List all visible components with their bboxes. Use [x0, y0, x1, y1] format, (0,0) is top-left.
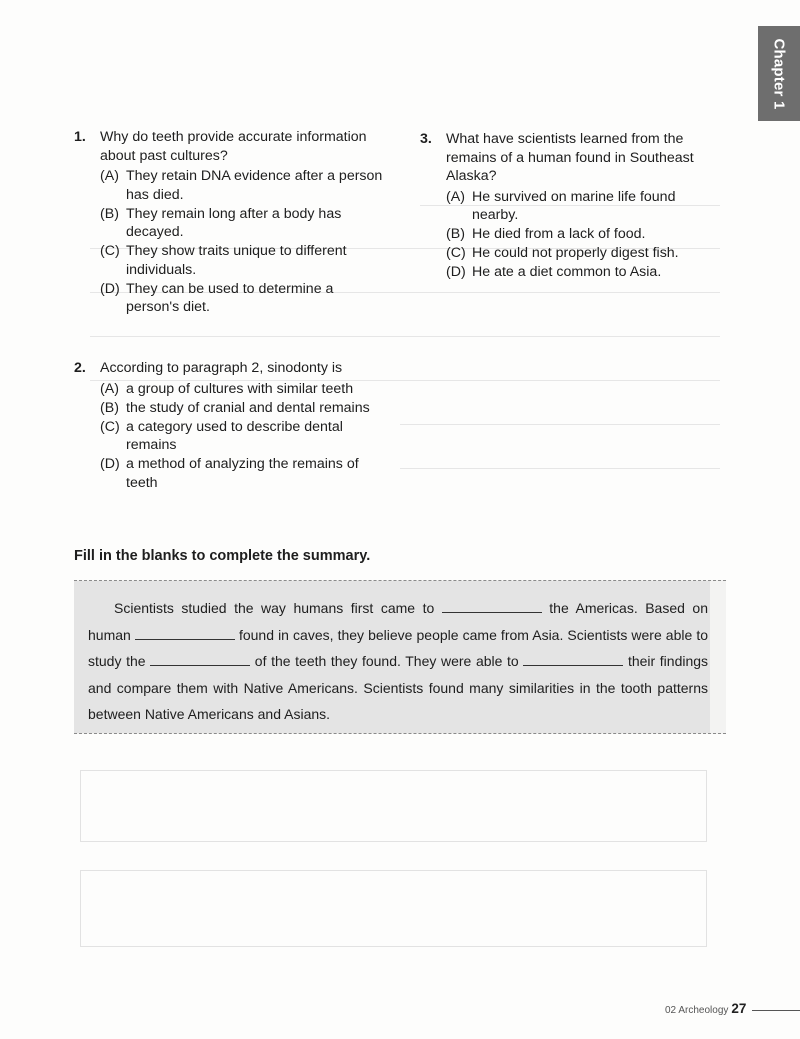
page-footer — [665, 1001, 746, 1016]
answer-options — [74, 167, 384, 317]
answer-option-c[interactable]: (C) a category used to describe dental remains — [100, 418, 343, 453]
answer-option-a[interactable]: (A) a group of cultures with similar teeth — [100, 380, 354, 397]
chapter-tab — [758, 26, 800, 121]
answer-option-c[interactable]: (C) He could not properly digest fish. — [446, 245, 679, 261]
blank-4[interactable] — [523, 652, 623, 666]
answer-option-d[interactable]: (D) They can be used to determine a person's diet. — [100, 280, 334, 315]
question-number: 2. — [74, 360, 86, 376]
page-number: 27 — [731, 1001, 747, 1016]
question-stem: What have scientists learned from the remains of a human found in Southeast Alaska? — [446, 131, 694, 184]
footer-rule — [752, 1010, 800, 1011]
summary-panel — [74, 581, 710, 733]
show-through-box — [80, 770, 707, 842]
blank-1[interactable] — [442, 599, 542, 613]
answer-options — [420, 188, 720, 282]
show-through-line — [400, 468, 720, 469]
answer-option-b[interactable]: (B) They remain long after a body has decayed. — [100, 205, 342, 240]
question-number: 1. — [74, 129, 86, 145]
question-stem: Why do teeth provide accurate information about past cultures? — [100, 129, 367, 164]
question-stem: According to paragraph 2, sinodonty is — [100, 360, 343, 376]
answer-option-b[interactable]: (B) the study of cranial and dental remains — [100, 399, 370, 416]
blank-3[interactable] — [150, 652, 250, 666]
answer-option-d[interactable]: (D) He ate a diet common to Asia. — [446, 264, 662, 280]
show-through-line — [400, 424, 720, 425]
show-through-box — [80, 870, 707, 947]
chapter-tab-label: Chapter 1 — [770, 38, 788, 109]
summary-paragraph: Scientists studied the way humans first came to the Americas. Based on human found in caves, they believe people came from Asia. Scientists were able to study the of the teeth they found. They were able to their findings and compare them with Native Americans. Scientists found many similarities in the tooth patterns between Native Americans and Asians. — [88, 600, 709, 722]
question-3 — [420, 130, 720, 282]
blank-2[interactable] — [135, 626, 235, 640]
question-2 — [74, 359, 384, 493]
answer-option-b[interactable]: (B) He died from a lack of food. — [446, 226, 646, 242]
answer-option-c[interactable]: (C) They show traits unique to different individuals. — [100, 243, 347, 278]
answer-option-a[interactable]: (A) They retain DNA evidence after a person has died. — [100, 168, 383, 203]
show-through-line — [90, 336, 720, 337]
summary-heading: Fill in the blanks to complete the summary. — [74, 548, 371, 564]
summary-box — [74, 580, 726, 734]
answer-option-a[interactable]: (A) He survived on marine life found nearby. — [446, 188, 676, 223]
question-number: 3. — [420, 131, 432, 147]
answer-options — [74, 380, 384, 493]
section-label: 02 Archeology — [665, 1005, 729, 1016]
answer-option-d[interactable]: (D) a method of analyzing the remains of teeth — [100, 456, 359, 491]
question-1 — [74, 128, 384, 317]
